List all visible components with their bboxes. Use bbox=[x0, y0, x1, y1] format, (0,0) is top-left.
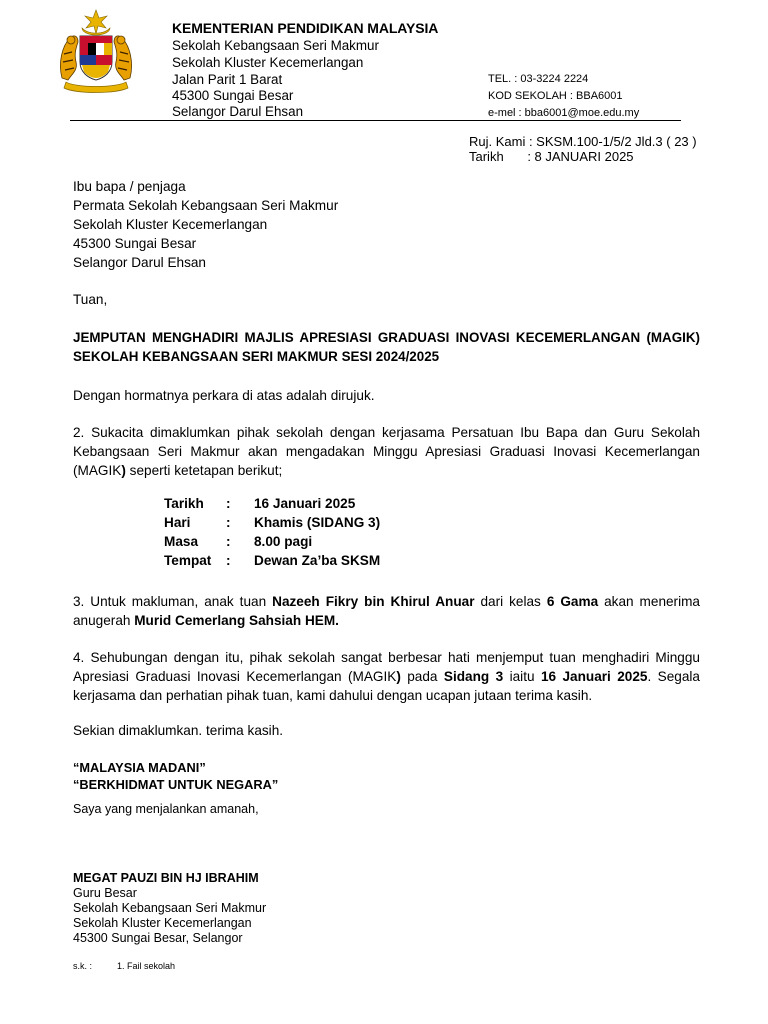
student-class: 6 Gama bbox=[546, 594, 599, 609]
detail-colon: : bbox=[226, 515, 231, 530]
event-date: 16 Januari 2025 bbox=[540, 669, 648, 684]
paragraph-2-paren: ) bbox=[121, 463, 126, 478]
detail-key: Tarikh bbox=[164, 496, 204, 511]
table-row bbox=[164, 496, 380, 515]
paragraph-4-text: . Segala kerjasama dan perhatian pihak tuan, kami dahului dengan ucapan jutaan terima kasih. bbox=[73, 669, 700, 703]
paragraph-2-text: 2. Sukacita dimaklumkan pihak sekolah dengan kerjasama Persatuan Ibu Bapa dan Guru Sekolah Kebangsaan Seri Makmur akan mengadakan Minggu Apresiasi Graduasi Inovasi Kecemerlangan (MAGIK bbox=[73, 425, 700, 478]
closing-remark: Sekian dimaklumkan. terima kasih. bbox=[73, 723, 284, 738]
detail-value: Dewan Za’ba SKSM bbox=[254, 553, 381, 568]
paragraph-4-text: pada bbox=[400, 669, 444, 684]
school-address-line: Jalan Parit 1 Barat bbox=[172, 72, 283, 87]
paragraph-1: Dengan hormatnya perkara di atas adalah dirujuk. bbox=[73, 388, 375, 403]
recipient-line: Selangor Darul Ehsan bbox=[73, 255, 206, 270]
reference-date bbox=[469, 149, 634, 164]
paragraph-2 bbox=[73, 423, 700, 480]
table-row bbox=[164, 515, 380, 534]
paragraph-4 bbox=[73, 648, 700, 705]
award-name: Murid Cemerlang Sahsiah HEM. bbox=[134, 613, 339, 628]
recipient-line: 45300 Sungai Besar bbox=[73, 236, 197, 251]
school-code: KOD SEKOLAH : BBA6001 bbox=[488, 90, 623, 102]
school-telephone: TEL. : 03-3224 2224 bbox=[488, 73, 589, 85]
detail-colon: : bbox=[226, 496, 231, 511]
ministry-name: KEMENTERIAN PENDIDIKAN MALAYSIA bbox=[172, 20, 439, 36]
table-row bbox=[164, 534, 380, 553]
slogan-madani: “MALAYSIA MADANI” bbox=[73, 760, 206, 775]
paragraph-4-text: iaitu bbox=[503, 669, 541, 684]
detail-key: Masa bbox=[164, 534, 199, 549]
session-name: Sidang 3 bbox=[443, 669, 504, 684]
school-address-line: Selangor Darul Ehsan bbox=[172, 104, 304, 119]
signatory-title: Guru Besar bbox=[73, 886, 137, 900]
detail-colon: : bbox=[226, 553, 231, 568]
signatory-address-line: 45300 Sungai Besar, Selangor bbox=[73, 931, 243, 945]
school-address-line: 45300 Sungai Besar bbox=[172, 88, 294, 103]
school-address-line: Sekolah Kluster Kecemerlangan bbox=[172, 55, 364, 70]
salutation: Tuan, bbox=[73, 292, 108, 307]
detail-key: Tempat bbox=[164, 553, 212, 568]
sk-label: s.k. : bbox=[73, 961, 93, 971]
paragraph-2-text-end: seperti ketetapan berikut; bbox=[125, 463, 283, 478]
paragraph-4-paren: ) bbox=[396, 669, 401, 684]
detail-key: Hari bbox=[164, 515, 191, 530]
detail-value: Khamis (SIDANG 3) bbox=[254, 515, 381, 530]
reference-date-value: : 8 JANUARI 2025 bbox=[527, 149, 634, 164]
slogan-berkhidmat: “BERKHIDMAT UNTUK NEGARA” bbox=[73, 777, 279, 792]
paragraph-3 bbox=[73, 592, 700, 630]
paragraph-3-text: akan menerima anugerah bbox=[73, 594, 700, 628]
jata-negara-crest-icon bbox=[56, 8, 136, 94]
detail-value: 8.00 pagi bbox=[254, 534, 313, 549]
letter-subject: JEMPUTAN MENGHADIRI MAJLIS APRESIASI GRADUASI INOVASI KECEMERLANGAN (MAGIK) SEKOLAH KEBANGSAAN SERI MAKMUR SESI 2024/2025 bbox=[73, 330, 700, 364]
sk-item: 1. Fail sekolah bbox=[117, 961, 176, 971]
paragraph-3-text: 3. Untuk makluman, anak tuan bbox=[73, 594, 273, 609]
amanah-line: Saya yang menjalankan amanah, bbox=[73, 802, 259, 816]
table-row bbox=[164, 553, 380, 572]
recipient-line: Permata Sekolah Kebangsaan Seri Makmur bbox=[73, 198, 339, 213]
paragraph-3-text: dari kelas bbox=[474, 594, 547, 609]
reference-number: Ruj. Kami : SKSM.100-1/5/2 Jld.3 ( 23 ) bbox=[469, 134, 697, 149]
event-details-table bbox=[164, 496, 380, 572]
signatory-address-line: Sekolah Kebangsaan Seri Makmur bbox=[73, 901, 267, 915]
student-name: Nazeeh Fikry bin Khirul Anuar bbox=[272, 594, 475, 609]
school-address-line: Sekolah Kebangsaan Seri Makmur bbox=[172, 38, 379, 53]
paragraph-4-text: 4. Sehubungan dengan itu, pihak sekolah sangat berbesar hati menjemput tuan menghadiri Minggu Apresiasi Graduasi Inovasi Kecemerlangan (MAGIK bbox=[73, 650, 700, 684]
recipient-line: Sekolah Kluster Kecemerlangan bbox=[73, 217, 268, 232]
letterhead-divider bbox=[70, 120, 681, 121]
signatory-name: MEGAT PAUZI BIN HJ IBRAHIM bbox=[73, 871, 259, 885]
recipient-line: Ibu bapa / penjaga bbox=[73, 179, 186, 194]
detail-colon: : bbox=[226, 534, 231, 549]
signatory-address-line: Sekolah Kluster Kecemerlangan bbox=[73, 916, 252, 930]
reference-date-label: Tarikh bbox=[469, 149, 504, 164]
detail-value: 16 Januari 2025 bbox=[254, 496, 356, 511]
school-email: e-mel : bba6001@moe.edu.my bbox=[488, 107, 640, 119]
